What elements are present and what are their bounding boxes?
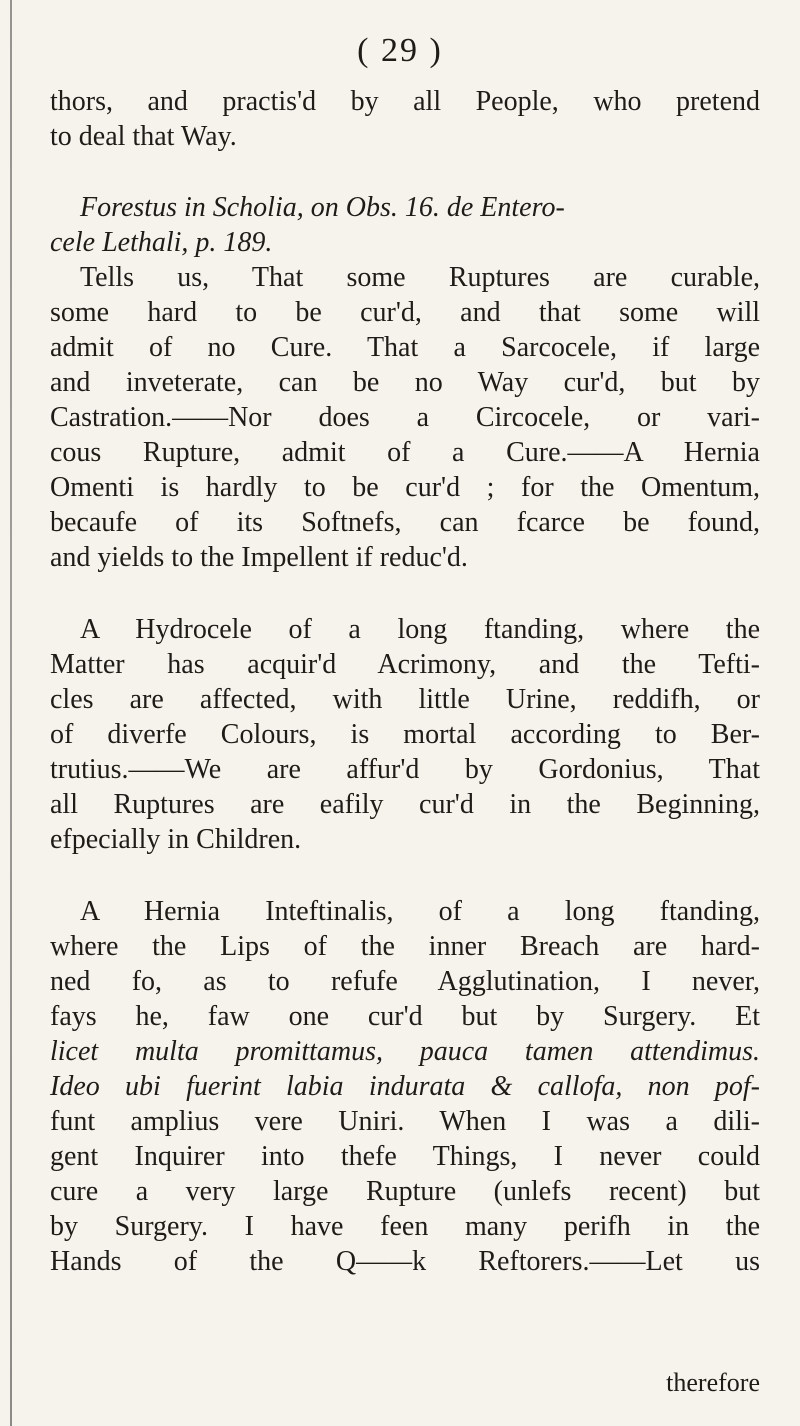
page-edge-shadow <box>10 0 12 1426</box>
paragraph-hydrocele <box>50 612 760 857</box>
paragraph-continuation <box>50 84 760 154</box>
text-line: cous Rupture, admit of a Cure.——A Hernia <box>50 437 760 468</box>
paragraph-forestus <box>50 260 760 575</box>
text-line: A Hydrocele of a long ftanding, where the <box>80 614 760 645</box>
text-line: cles are affected, with little Urine, reddifh, or <box>50 684 760 715</box>
text-line: admit of no Cure. That a Sarcocele, if large <box>50 332 760 363</box>
text-line: fays he, faw one cur'd but by Surgery. Et <box>50 1001 760 1032</box>
text-line: and inveterate, can be no Way cur'd, but by <box>50 367 760 398</box>
text-line: gent Inquirer into thefe Things, I never could <box>50 1141 760 1172</box>
text-line: some hard to be cur'd, and that some will <box>50 297 760 328</box>
text-line: thors, and practis'd by all People, who pretend <box>50 86 760 117</box>
text-line: Omenti is hardly to be cur'd ; for the Omentum, <box>50 472 760 503</box>
catchword: therefore <box>666 1368 760 1397</box>
paragraph-hernia-intestinalis <box>50 894 760 1279</box>
citation-heading <box>50 190 760 260</box>
text-line: all Ruptures are eafily cur'd in the Beginning, <box>50 789 760 820</box>
text-line: efpecially in Children. <box>50 824 302 855</box>
text-line: and yields to the Impellent if reduc'd. <box>50 542 468 573</box>
text-line: ned fo, as to refufe Agglutination, I never, <box>50 966 760 997</box>
text-line: of diverfe Colours, is mortal according to Ber- <box>50 719 760 750</box>
text-line: Matter has acquir'd Acrimony, and the Tefti- <box>50 649 760 680</box>
text-line: Castration.——Nor does a Circocele, or vari- <box>50 402 760 433</box>
text-line: where the Lips of the inner Breach are hard- <box>50 931 760 962</box>
text-line: Ideo ubi fuerint labia indurata & callofa, non pof- <box>50 1071 760 1102</box>
text-line: by Surgery. I have feen many perifh in the <box>50 1211 760 1242</box>
text-line: trutius.——We are affur'd by Gordonius, That <box>50 754 760 785</box>
text-line: A Hernia Inteftinalis, of a long ftanding, <box>80 896 760 927</box>
text-line: cure a very large Rupture (unlefs recent) but <box>50 1176 760 1207</box>
text-line: to deal that Way. <box>50 121 237 152</box>
heading-line: Forestus in Scholia, on Obs. 16. de Entero- <box>80 192 565 223</box>
text-line: Tells us, That some Ruptures are curable, <box>80 262 760 293</box>
text-line: becaufe of its Softnefs, can fcarce be found, <box>50 507 760 538</box>
heading-line: cele Lethali, p. 189. <box>50 227 273 258</box>
text-line: funt amplius vere Uniri. When I was a dili- <box>50 1106 760 1137</box>
text-line: licet multa promittamus, pauca tamen attendimus. <box>50 1036 760 1067</box>
text-line: Hands of the Q——k Reftorers.——Let us <box>50 1246 760 1277</box>
page-number: ( 29 ) <box>357 32 443 69</box>
